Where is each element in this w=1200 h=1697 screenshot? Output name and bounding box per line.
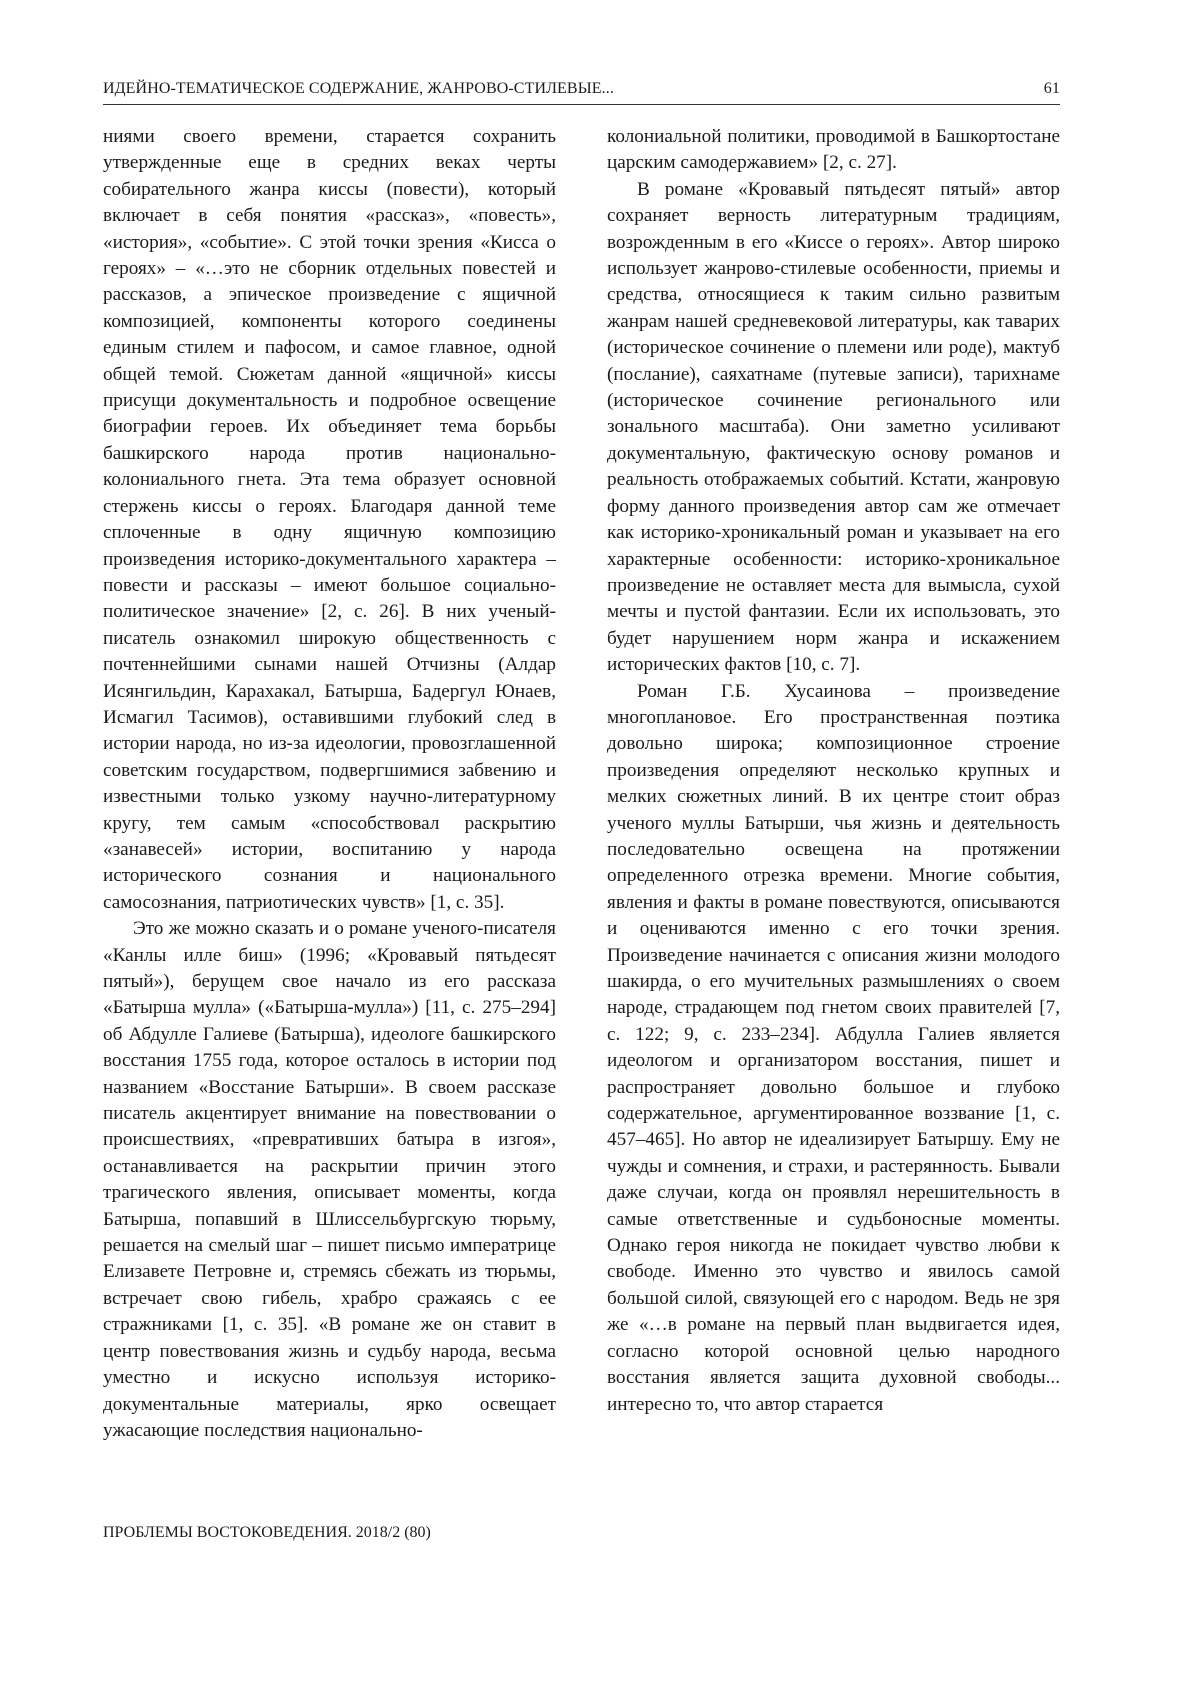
right-paragraph-1: колониальной политики, проводимой в Башкортостане царским самодержавием» [2, с. 27].: [607, 126, 1060, 174]
header-rule: [103, 104, 1060, 105]
left-paragraph-1: ниями своего времени, старается сохранить утвержденные еще в средних веках черты собирательного жанра киссы (повести), который включает в себя понятия «рассказ», «повесть», «история», «событие». С этой точки зрения «Кисса о героях» – «…это не сборник отдельных повестей и рассказов, а эпическое произведение с ящичной композицией, компоненты которого соединены единым стилем и пафосом, и самое главное, одной общей темой. Сюжетам данной «ящичной» киссы присущи документальность и подробное освещение биографии героев. Их объединяет тема борьбы башкирского народа против национально-колониального гнета. Эта тема образует основной стержень киссы о героях. Благодаря данной теме сплоченные в одну ящичную композицию произведения историко-документального характера – повести и рассказы – имеют большое социально-политическое значение» [2, с. 26]. В них ученый-писатель ознакомил широкую общественность с почтеннейшими сынами нашей Отчизны (Алдар Исянгильдин, Карахакал, Батырша, Бадергул Юнаев, Исмагил Тасимов), оставившими глубокий след в истории народа, но из-за идеологии, провозглашенной советским государством, подвергшимися забвению и известными только узкому научно-литературному кругу, тем самым «способствовал раскрытию «занавесей» истории, воспитанию у народа исторического сознания и национального самосознания, патриотических чувств» [1, с. 35].: [103, 126, 556, 913]
running-head: [103, 80, 1060, 98]
journal-footer: ПРОБЛЕМЫ ВОСТОКОВЕДЕНИЯ. 2018/2 (80): [103, 1524, 431, 1541]
running-title: ИДЕЙНО-ТЕМАТИЧЕСКОЕ СОДЕРЖАНИЕ, ЖАНРОВО-СТИЛЕВЫЕ...: [103, 80, 614, 97]
right-paragraph-3: Роман Г.Б. Хусаинова – произведение многоплановое. Его пространственная поэтика довольно широка; композиционное строение произведения определяют несколько крупных и мелких сюжетных линий. В их центре стоит образ ученого муллы Батырши, чья жизнь и деятельность последовательно освещена на протяжении определенного отрезка времени. Многие события, явления и факты в романе повествуются, описываются и оцениваются именно с его точки зрения. Произведение начинается с описания жизни молодого шакирда, о его мучительных размышлениях о своем народе, страдающем под гнетом своих правителей [7, с. 122; 9, с. 233–234]. Абдулла Галиев является идеологом и организатором восстания, пишет и распространяет довольно большое и глубоко содержательное, аргументированное воззвание [1, с. 457–465]. Но автор не идеализирует Батыршу. Ему не чужды и сомнения, и страхи, и растерянность. Бывали даже случаи, когда он проявлял нерешительность в самые ответственные и судьбоносные моменты. Однако героя никогда не покидает чувство любви к свободе. Именно это чувство и явилось самой большой силой, связующей его с народом. Ведь не зря же «…в романе на первый план выдвигается идея, согласно которой основной целью народного восстания является защита духовной свободы... интересно то, что автор старается: [607, 680, 1060, 1415]
page-number: 61: [1043, 80, 1060, 97]
left-column: [103, 124, 556, 1444]
right-paragraph-2: В романе «Кровавый пятьдесят пятый» автор сохраняет верность литературным традициям, возрожденным в его «Киссе о героях». Автор широко использует жанрово-стилевые особенности, приемы и средства, относящиеся к таким сильно развитым жанрам нашей средневековой литературы, как таварих (историческое сочинение о племени или роде), мактуб (послание), саяхатнаме (путевые записи), тарихнаме (историческое сочинение регионального или зонального масштаба). Они заметно усиливают документальную, фактическую основу романов и реальность отображаемых событий. Кстати, жанровую форму данного произведения автор сам же отмечает как историко-хроникальный роман и указывает на его характерные особенности: историко-хроникальное произведение не оставляет места для вымысла, сухой мечты и пустой фантазии. Если их использовать, это будет нарушением норм жанра и искажением исторических фактов [10, с. 7].: [607, 178, 1060, 676]
left-paragraph-2: Это же можно сказать и о романе ученого-писателя «Канлы илле биш» (1996; «Кровавый пятьдесят пятый»), берущем свое начало из его рассказа «Батырша мулла» («Батырша-мулла») [11, с. 275–294] об Абдулле Галиеве (Батырша), идеологе башкирского восстания 1755 года, которое осталось в истории под названием «Восстание Батырши». В своем рассказе писатель акцентирует внимание на повествовании о происшествиях, «превративших батыра в изгоя», останавливается на раскрытии причин этого трагического явления, описывает моменты, когда Батырша, попавший в Шлиссельбургскую тюрьму, решается на смелый шаг – пишет письмо императрице Елизавете Петровне и, стремясь сбежать из тюрьмы, встречает свою гибель, храбро сражаясь с ее стражниками [1, с. 35]. «В романе же он ставит в центр повествования жизнь и судьбу народа, весьма уместно и искусно используя историко-документальные материалы, ярко освещает ужасающие последствия национально-: [103, 918, 556, 1441]
right-column: [607, 124, 1060, 1418]
